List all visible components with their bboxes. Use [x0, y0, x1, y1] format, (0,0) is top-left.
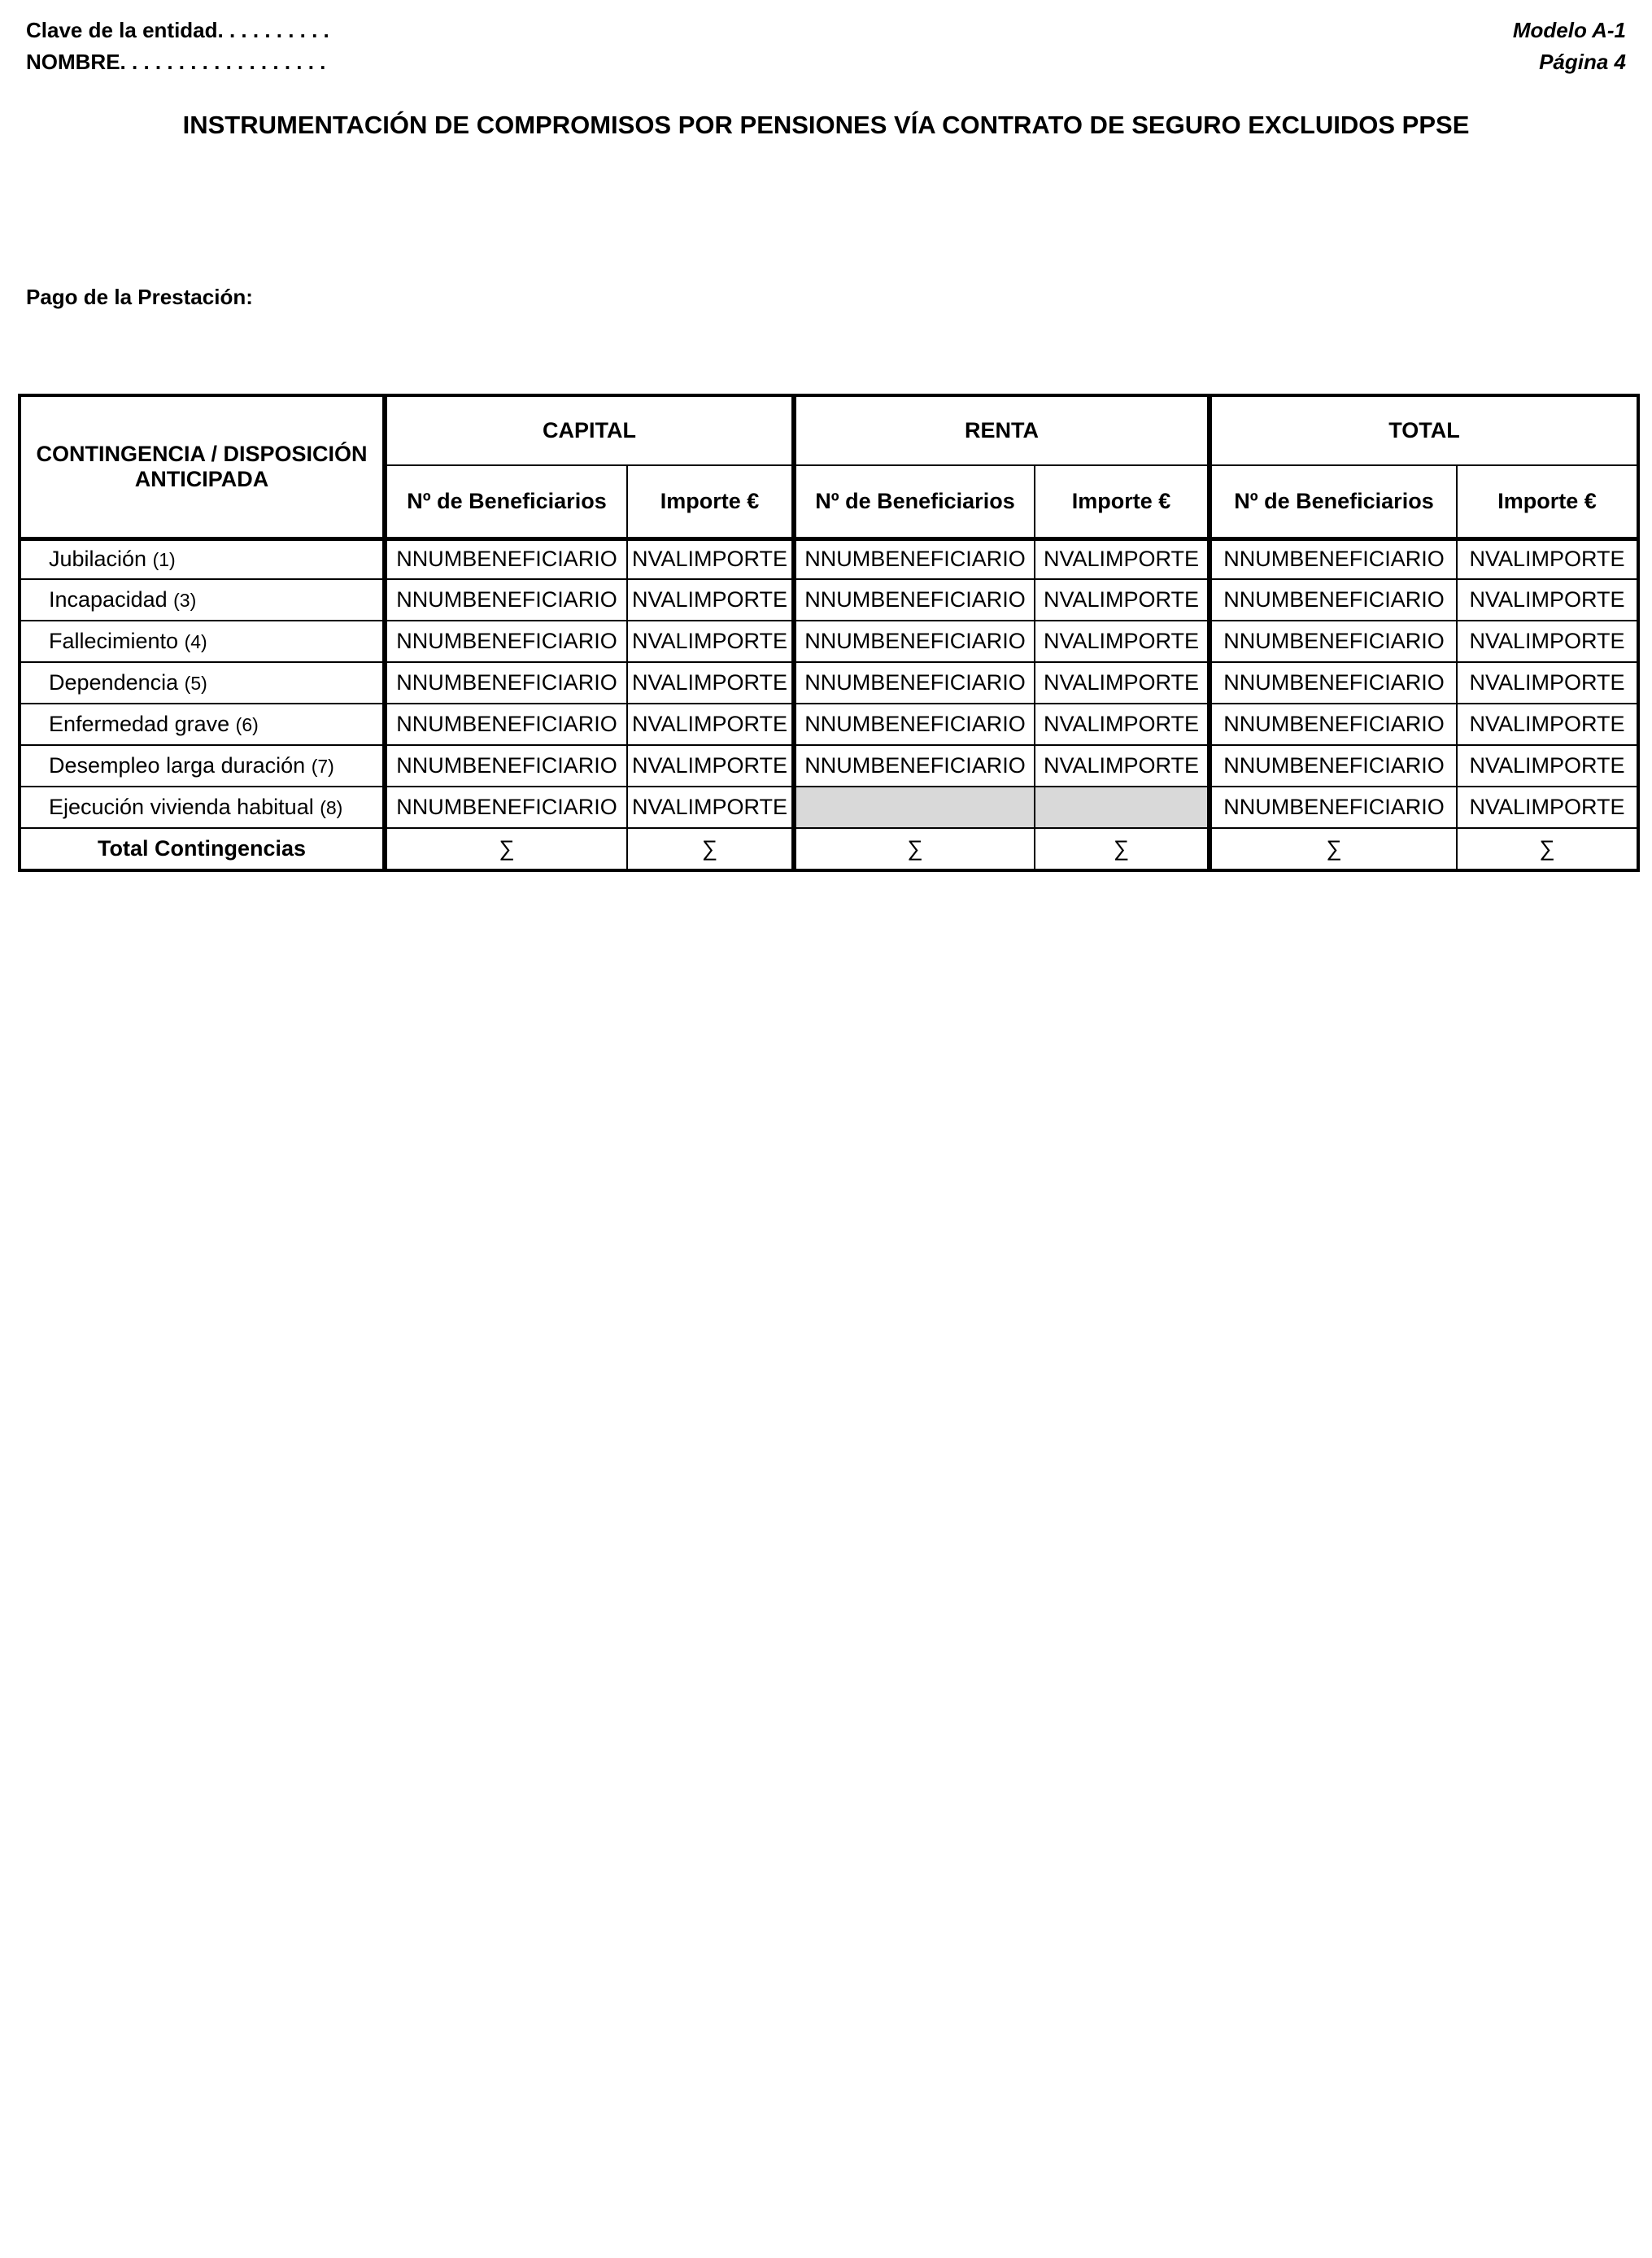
- capital-beneficiarios-cell: NNUMBENEFICIARIO: [385, 745, 627, 787]
- note-ref: (1): [152, 549, 176, 571]
- capital-beneficiarios-cell: NNUMBENEFICIARIO: [385, 579, 627, 621]
- contingencia-name: Fallecimiento: [49, 629, 179, 653]
- row-label: [20, 704, 385, 745]
- sum-renta-beneficiarios: ∑: [794, 828, 1035, 870]
- table-row: [20, 787, 1638, 828]
- total-importe-cell: NVALIMPORTE: [1457, 704, 1638, 745]
- table-row: [20, 621, 1638, 662]
- clave-entidad: Clave de la entidad. . . . . . . . . .: [26, 18, 329, 42]
- entity-header: [26, 15, 329, 78]
- row-label: [20, 787, 385, 828]
- contingencia-name: Desempleo larga duración: [49, 753, 306, 778]
- renta-beneficiarios-cell: NNUMBENEFICIARIO: [794, 662, 1035, 704]
- subheader-total-importe: Importe €: [1457, 465, 1638, 538]
- contingencia-name: Enfermedad grave: [49, 712, 230, 736]
- contingencia-name: Incapacidad: [49, 587, 168, 612]
- capital-importe-cell: NVALIMPORTE: [627, 787, 794, 828]
- total-importe-cell: NVALIMPORTE: [1457, 621, 1638, 662]
- capital-beneficiarios-cell: NNUMBENEFICIARIO: [385, 662, 627, 704]
- total-beneficiarios-cell: NNUMBENEFICIARIO: [1210, 745, 1457, 787]
- capital-beneficiarios-cell: NNUMBENEFICIARIO: [385, 538, 627, 579]
- total-beneficiarios-cell: NNUMBENEFICIARIO: [1210, 621, 1457, 662]
- capital-importe-cell: NVALIMPORTE: [627, 538, 794, 579]
- subheader-capital-importe: Importe €: [627, 465, 794, 538]
- total-row: [20, 828, 1638, 870]
- row-label: [20, 662, 385, 704]
- pagina-label: Página 4: [1539, 50, 1626, 74]
- table-row: [20, 579, 1638, 621]
- contingencia-name: Ejecución vivienda habitual: [49, 795, 314, 819]
- capital-importe-cell: NVALIMPORTE: [627, 621, 794, 662]
- table-row: [20, 745, 1638, 787]
- total-beneficiarios-cell: NNUMBENEFICIARIO: [1210, 704, 1457, 745]
- subheader-renta-beneficiarios: Nº de Beneficiarios: [794, 465, 1035, 538]
- subheader-renta-importe: Importe €: [1035, 465, 1210, 538]
- row-label: [20, 538, 385, 579]
- capital-importe-cell: NVALIMPORTE: [627, 745, 794, 787]
- renta-importe-cell: NVALIMPORTE: [1035, 662, 1210, 704]
- model-header: [1513, 15, 1626, 78]
- capital-beneficiarios-cell: NNUMBENEFICIARIO: [385, 787, 627, 828]
- total-beneficiarios-cell: NNUMBENEFICIARIO: [1210, 662, 1457, 704]
- capital-importe-cell: NVALIMPORTE: [627, 704, 794, 745]
- capital-importe-cell: NVALIMPORTE: [627, 662, 794, 704]
- renta-beneficiarios-cell: NNUMBENEFICIARIO: [794, 538, 1035, 579]
- contingencia-name: Dependencia: [49, 670, 179, 695]
- total-beneficiarios-cell: NNUMBENEFICIARIO: [1210, 538, 1457, 579]
- renta-importe-cell: NVALIMPORTE: [1035, 704, 1210, 745]
- table-row: [20, 704, 1638, 745]
- group-header-capital: CAPITAL: [385, 395, 794, 465]
- row-label: [20, 579, 385, 621]
- sum-total-beneficiarios: ∑: [1210, 828, 1457, 870]
- row-label: [20, 621, 385, 662]
- note-ref: (8): [320, 797, 343, 818]
- contingencia-header-line2: ANTICIPADA: [134, 466, 269, 491]
- capital-beneficiarios-cell: NNUMBENEFICIARIO: [385, 704, 627, 745]
- renta-beneficiarios-cell: NNUMBENEFICIARIO: [794, 704, 1035, 745]
- capital-beneficiarios-cell: NNUMBENEFICIARIO: [385, 621, 627, 662]
- total-importe-cell: NVALIMPORTE: [1457, 579, 1638, 621]
- subheader-total-beneficiarios: Nº de Beneficiarios: [1210, 465, 1457, 538]
- group-header-renta: RENTA: [794, 395, 1210, 465]
- total-beneficiarios-cell: NNUMBENEFICIARIO: [1210, 579, 1457, 621]
- note-ref: (7): [311, 756, 334, 777]
- renta-beneficiarios-cell: NNUMBENEFICIARIO: [794, 745, 1035, 787]
- total-contingencias-label: Total Contingencias: [20, 828, 385, 870]
- contingencia-header-line1: CONTINGENCIA / DISPOSICIÓN: [36, 441, 368, 466]
- sum-capital-importe: ∑: [627, 828, 794, 870]
- sum-capital-beneficiarios: ∑: [385, 828, 627, 870]
- note-ref: (3): [173, 590, 197, 611]
- renta-beneficiarios-cell: NNUMBENEFICIARIO: [794, 579, 1035, 621]
- total-beneficiarios-cell: NNUMBENEFICIARIO: [1210, 787, 1457, 828]
- row-label: [20, 745, 385, 787]
- total-importe-cell: NVALIMPORTE: [1457, 538, 1638, 579]
- contingencia-header: [20, 395, 385, 538]
- renta-importe-cell: NVALIMPORTE: [1035, 579, 1210, 621]
- note-ref: (5): [184, 673, 207, 694]
- nombre-entidad: NOMBRE. . . . . . . . . . . . . . . . . .: [26, 50, 326, 74]
- renta-importe-cell: NVALIMPORTE: [1035, 538, 1210, 579]
- renta-importe-cell-disabled: [1035, 787, 1210, 828]
- contingencias-table: [18, 394, 1640, 872]
- contingencia-name: Jubilación: [49, 547, 147, 572]
- total-importe-cell: NVALIMPORTE: [1457, 787, 1638, 828]
- table-row: [20, 538, 1638, 579]
- total-importe-cell: NVALIMPORTE: [1457, 745, 1638, 787]
- total-importe-cell: NVALIMPORTE: [1457, 662, 1638, 704]
- note-ref: (6): [235, 714, 259, 735]
- renta-importe-cell: NVALIMPORTE: [1035, 745, 1210, 787]
- sum-renta-importe: ∑: [1035, 828, 1210, 870]
- group-header-total: TOTAL: [1210, 395, 1638, 465]
- table-row: [20, 662, 1638, 704]
- renta-beneficiarios-cell-disabled: [794, 787, 1035, 828]
- subheader-capital-beneficiarios: Nº de Beneficiarios: [385, 465, 627, 538]
- section-label: Pago de la Prestación:: [26, 285, 253, 309]
- modelo-label: Modelo A-1: [1512, 18, 1626, 42]
- note-ref: (4): [184, 631, 207, 652]
- renta-beneficiarios-cell: NNUMBENEFICIARIO: [794, 621, 1035, 662]
- sum-total-importe: ∑: [1457, 828, 1638, 870]
- capital-importe-cell: NVALIMPORTE: [627, 579, 794, 621]
- page-title: INSTRUMENTACIÓN DE COMPROMISOS POR PENSIONES VÍA CONTRATO DE SEGURO EXCLUIDOS PPSE: [182, 111, 1470, 139]
- renta-importe-cell: NVALIMPORTE: [1035, 621, 1210, 662]
